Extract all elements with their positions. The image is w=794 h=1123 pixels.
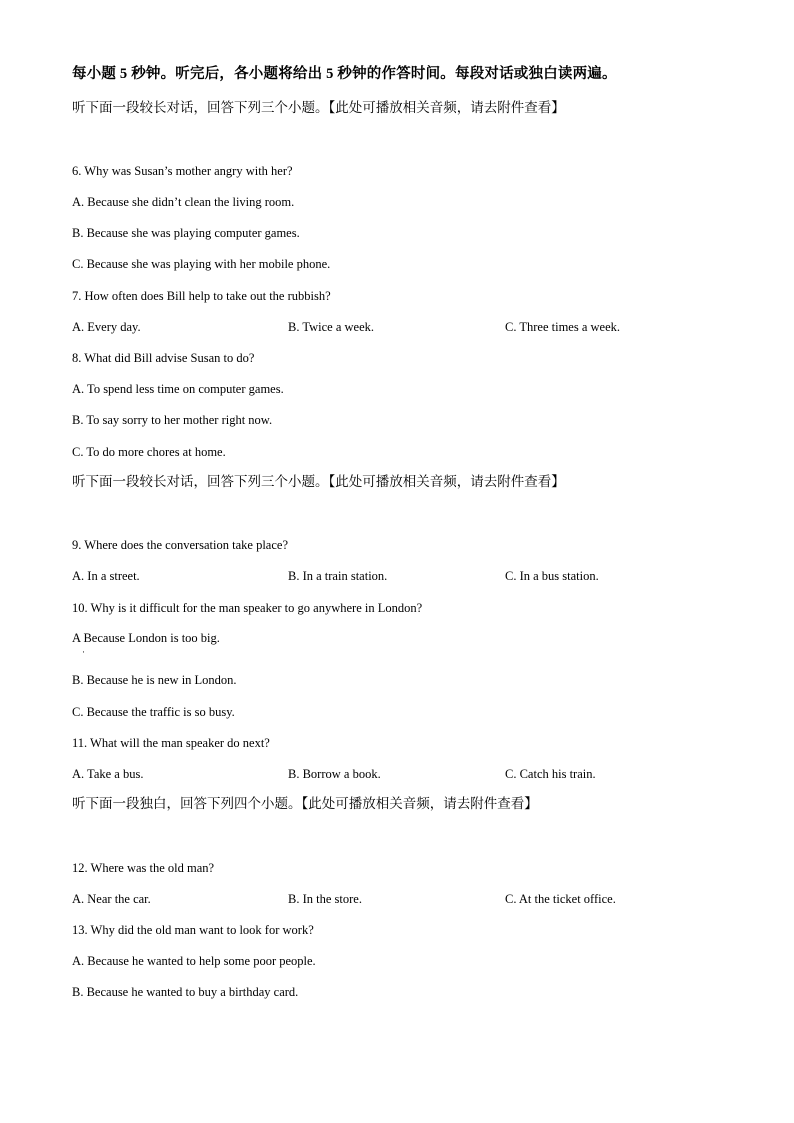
question-option[interactable]: A. Every day.	[72, 320, 141, 334]
question-option[interactable]: B. Because he is new in London.	[72, 673, 237, 687]
question-option[interactable]: B. To say sorry to her mother right now.	[72, 413, 273, 427]
question-stem: 11. What will the man speaker do next?	[72, 736, 270, 750]
question-option[interactable]: A. Because he wanted to help some poor people.	[72, 954, 316, 968]
section-heading: 听下面一段较长对话，回答下列三个小题。【此处可播放相关音频，请去附件查看】	[72, 474, 565, 489]
question-stem: 6. Why was Susan’s mother angry with her?	[72, 164, 293, 178]
question-option[interactable]: A. In a street.	[72, 569, 140, 583]
question-option[interactable]: B. In the store.	[288, 892, 362, 906]
question-option[interactable]: A. Near the car.	[72, 892, 151, 906]
question-stem: 9. Where does the conversation take place?	[72, 538, 288, 552]
section-heading: 听下面一段较长对话，回答下列三个小题。【此处可播放相关音频，请去附件查看】	[72, 100, 565, 115]
section-heading: 听下面一段独白，回答下列四个小题。【此处可播放相关音频，请去附件查看】	[72, 796, 538, 811]
question-option[interactable]: B. Because she was playing computer games.	[72, 226, 300, 240]
question-option[interactable]: A. Take a bus.	[72, 767, 144, 781]
stray-dot-mark: ·	[82, 647, 85, 657]
question-option[interactable]: A. Because she didn’t clean the living room.	[72, 195, 295, 209]
question-option[interactable]: C. Catch his train.	[505, 767, 596, 781]
question-option[interactable]: B. Because he wanted to buy a birthday card.	[72, 985, 299, 999]
question-stem: 8. What did Bill advise Susan to do?	[72, 351, 255, 365]
question-option[interactable]: A Because London is too big.	[72, 631, 220, 645]
question-stem: 12. Where was the old man?	[72, 861, 215, 875]
question-option[interactable]: B. In a train station.	[288, 569, 388, 583]
question-stem: 10. Why is it difficult for the man speaker to go anywhere in London?	[72, 601, 423, 615]
question-option[interactable]: C. Three times a week.	[505, 320, 621, 334]
question-option[interactable]: B. Twice a week.	[288, 320, 375, 334]
instruction-text: 每小题 5 秒钟。听完后，各小题将给出 5 秒钟的作答时间。每段对话或独白读两遍。	[72, 66, 617, 82]
question-option[interactable]: C. Because she was playing with her mobile phone.	[72, 257, 331, 271]
question-option[interactable]: C. At the ticket office.	[505, 892, 616, 906]
question-option[interactable]: C. To do more chores at home.	[72, 445, 226, 459]
question-option[interactable]: C. In a bus station.	[505, 569, 599, 583]
question-option[interactable]: C. Because the traffic is so busy.	[72, 705, 235, 719]
question-option[interactable]: A. To spend less time on computer games.	[72, 382, 284, 396]
question-stem: 7. How often does Bill help to take out the rubbish?	[72, 289, 331, 303]
question-option[interactable]: B. Borrow a book.	[288, 767, 381, 781]
question-stem: 13. Why did the old man want to look for work?	[72, 923, 314, 937]
